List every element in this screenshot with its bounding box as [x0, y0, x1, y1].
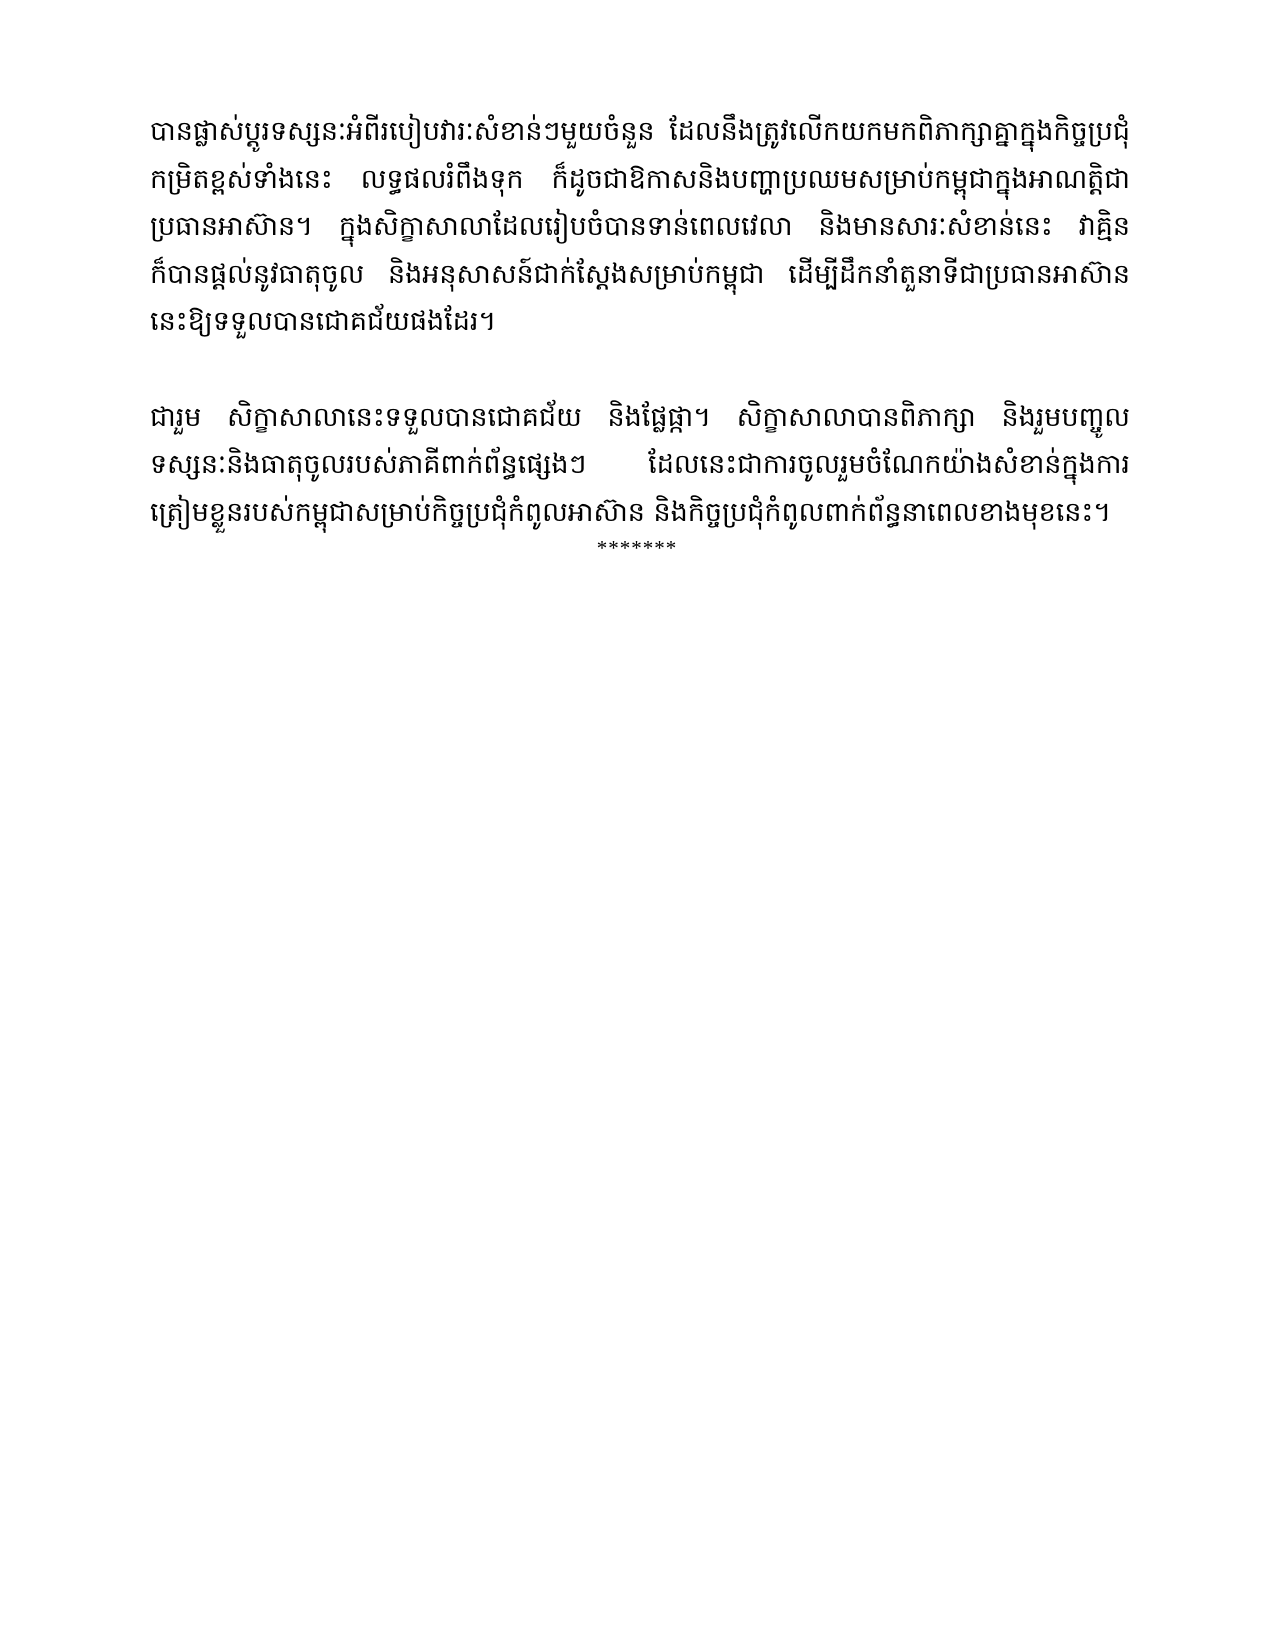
- paragraph-2: ជារួម សិក្ខាសាលានេះទទួលបានជោគជ័យ និងផ្លែផ្កា។ សិក្ខាសាលាបានពិភាក្សា និងរួមបញ្ចូលទស្សនៈនិងធាតុចូលរបស់ភាគីពាក់ព័ន្ធផ្សេងៗ ដែលនេះជាការចូលរួមចំណែកយ៉ាងសំខាន់ក្នុងការត្រៀមខ្លួនរបស់កម្ពុជាសម្រាប់កិច្ចប្រជុំកំពូលអាស៊ាន និងកិច្ចប្រជុំកំពូលពាក់ព័ន្ធនាពេលខាងមុខនេះ។: [150, 401, 1130, 528]
- document-body: [150, 108, 1130, 560]
- end-separator: *******: [596, 536, 678, 560]
- paragraph-1: បានផ្លាស់ប្តូរទស្សនៈអំពីរបៀបវារៈសំខាន់ៗមួយចំនួន ដែលនឹងត្រូវលើកយកមកពិភាក្សាគ្នាក្នុងកិច្ចប្រជុំកម្រិតខ្ពស់ទាំងនេះ លទ្ធផលរំពឹងទុក ក៏ដូចជាឱកាសនិងបញ្ហាប្រឈមសម្រាប់កម្ពុជាក្នុងអាណត្តិជាប្រធានអាស៊ាន។ ក្នុងសិក្ខាសាលាដែលរៀបចំបានទាន់ពេលវេលា និងមានសារៈសំខាន់នេះ វាគ្មិនក៏បានផ្តល់នូវធាតុចូល និងអនុសាសន៍ជាក់ស្តែងសម្រាប់កម្ពុជា ដើម្បីដឹកនាំតួនាទីជាប្រធានអាស៊ាននេះឱ្យទទួលបានជោគជ័យផងដែរ។: [150, 116, 1130, 337]
